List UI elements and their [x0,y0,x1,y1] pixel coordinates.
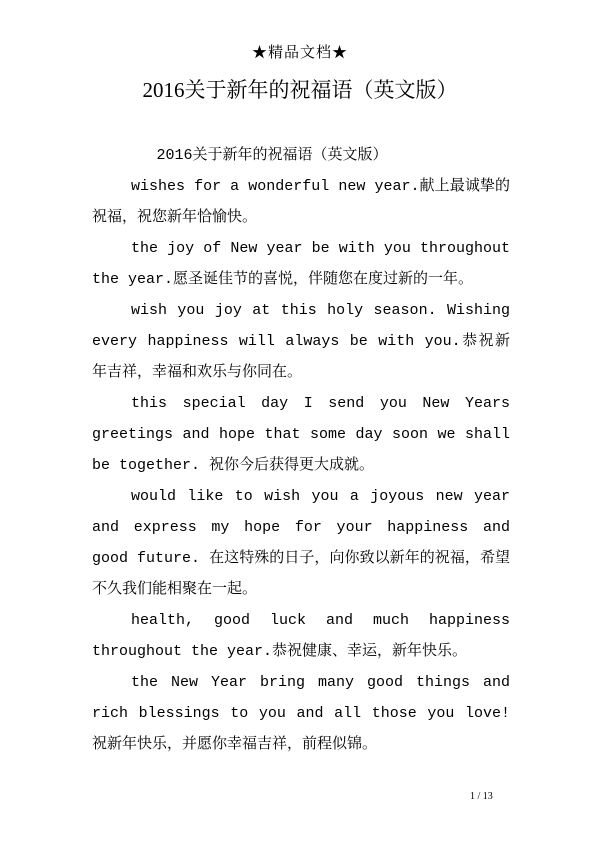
paragraph: wishes for a wonderful new year.献上最诚挚的祝福，祝您新年恰愉快。 [92,178,510,226]
paragraph: the joy of New year be with you throughout the year.愿圣诞佳节的喜悦，伴随您在度过新的一年。 [92,240,510,288]
document-header-mark: ★精品文档★ [251,43,348,61]
document-title: 2016关于新年的祝福语（英文版） [142,78,458,102]
document-subtitle: 2016关于新年的祝福语（英文版） [156,147,388,164]
paragraph: health, good luck and much happiness throughout the year.恭祝健康、幸运，新年快乐。 [92,612,510,660]
paragraph: would like to wish you a joyous new year and express my hope for your happiness and good future. 在这特殊的日子，向你致以新年的祝福，希望不久我们能相聚在一起。 [92,488,510,598]
page-number: 1 / 13 [470,791,493,802]
document-body [92,140,510,760]
paragraph: wish you joy at this holy season. Wishing every happiness will always be with you.恭祝新年吉祥，幸福和欢乐与你同在。 [92,302,510,381]
paragraph: the New Year bring many good things and rich blessings to you and all those you love!祝新年快乐，并愿你幸福吉祥，前程似锦。 [92,674,510,753]
paragraph: this special day I send you New Years greetings and hope that some day soon we shall be together. 祝你今后获得更大成就。 [92,395,510,474]
